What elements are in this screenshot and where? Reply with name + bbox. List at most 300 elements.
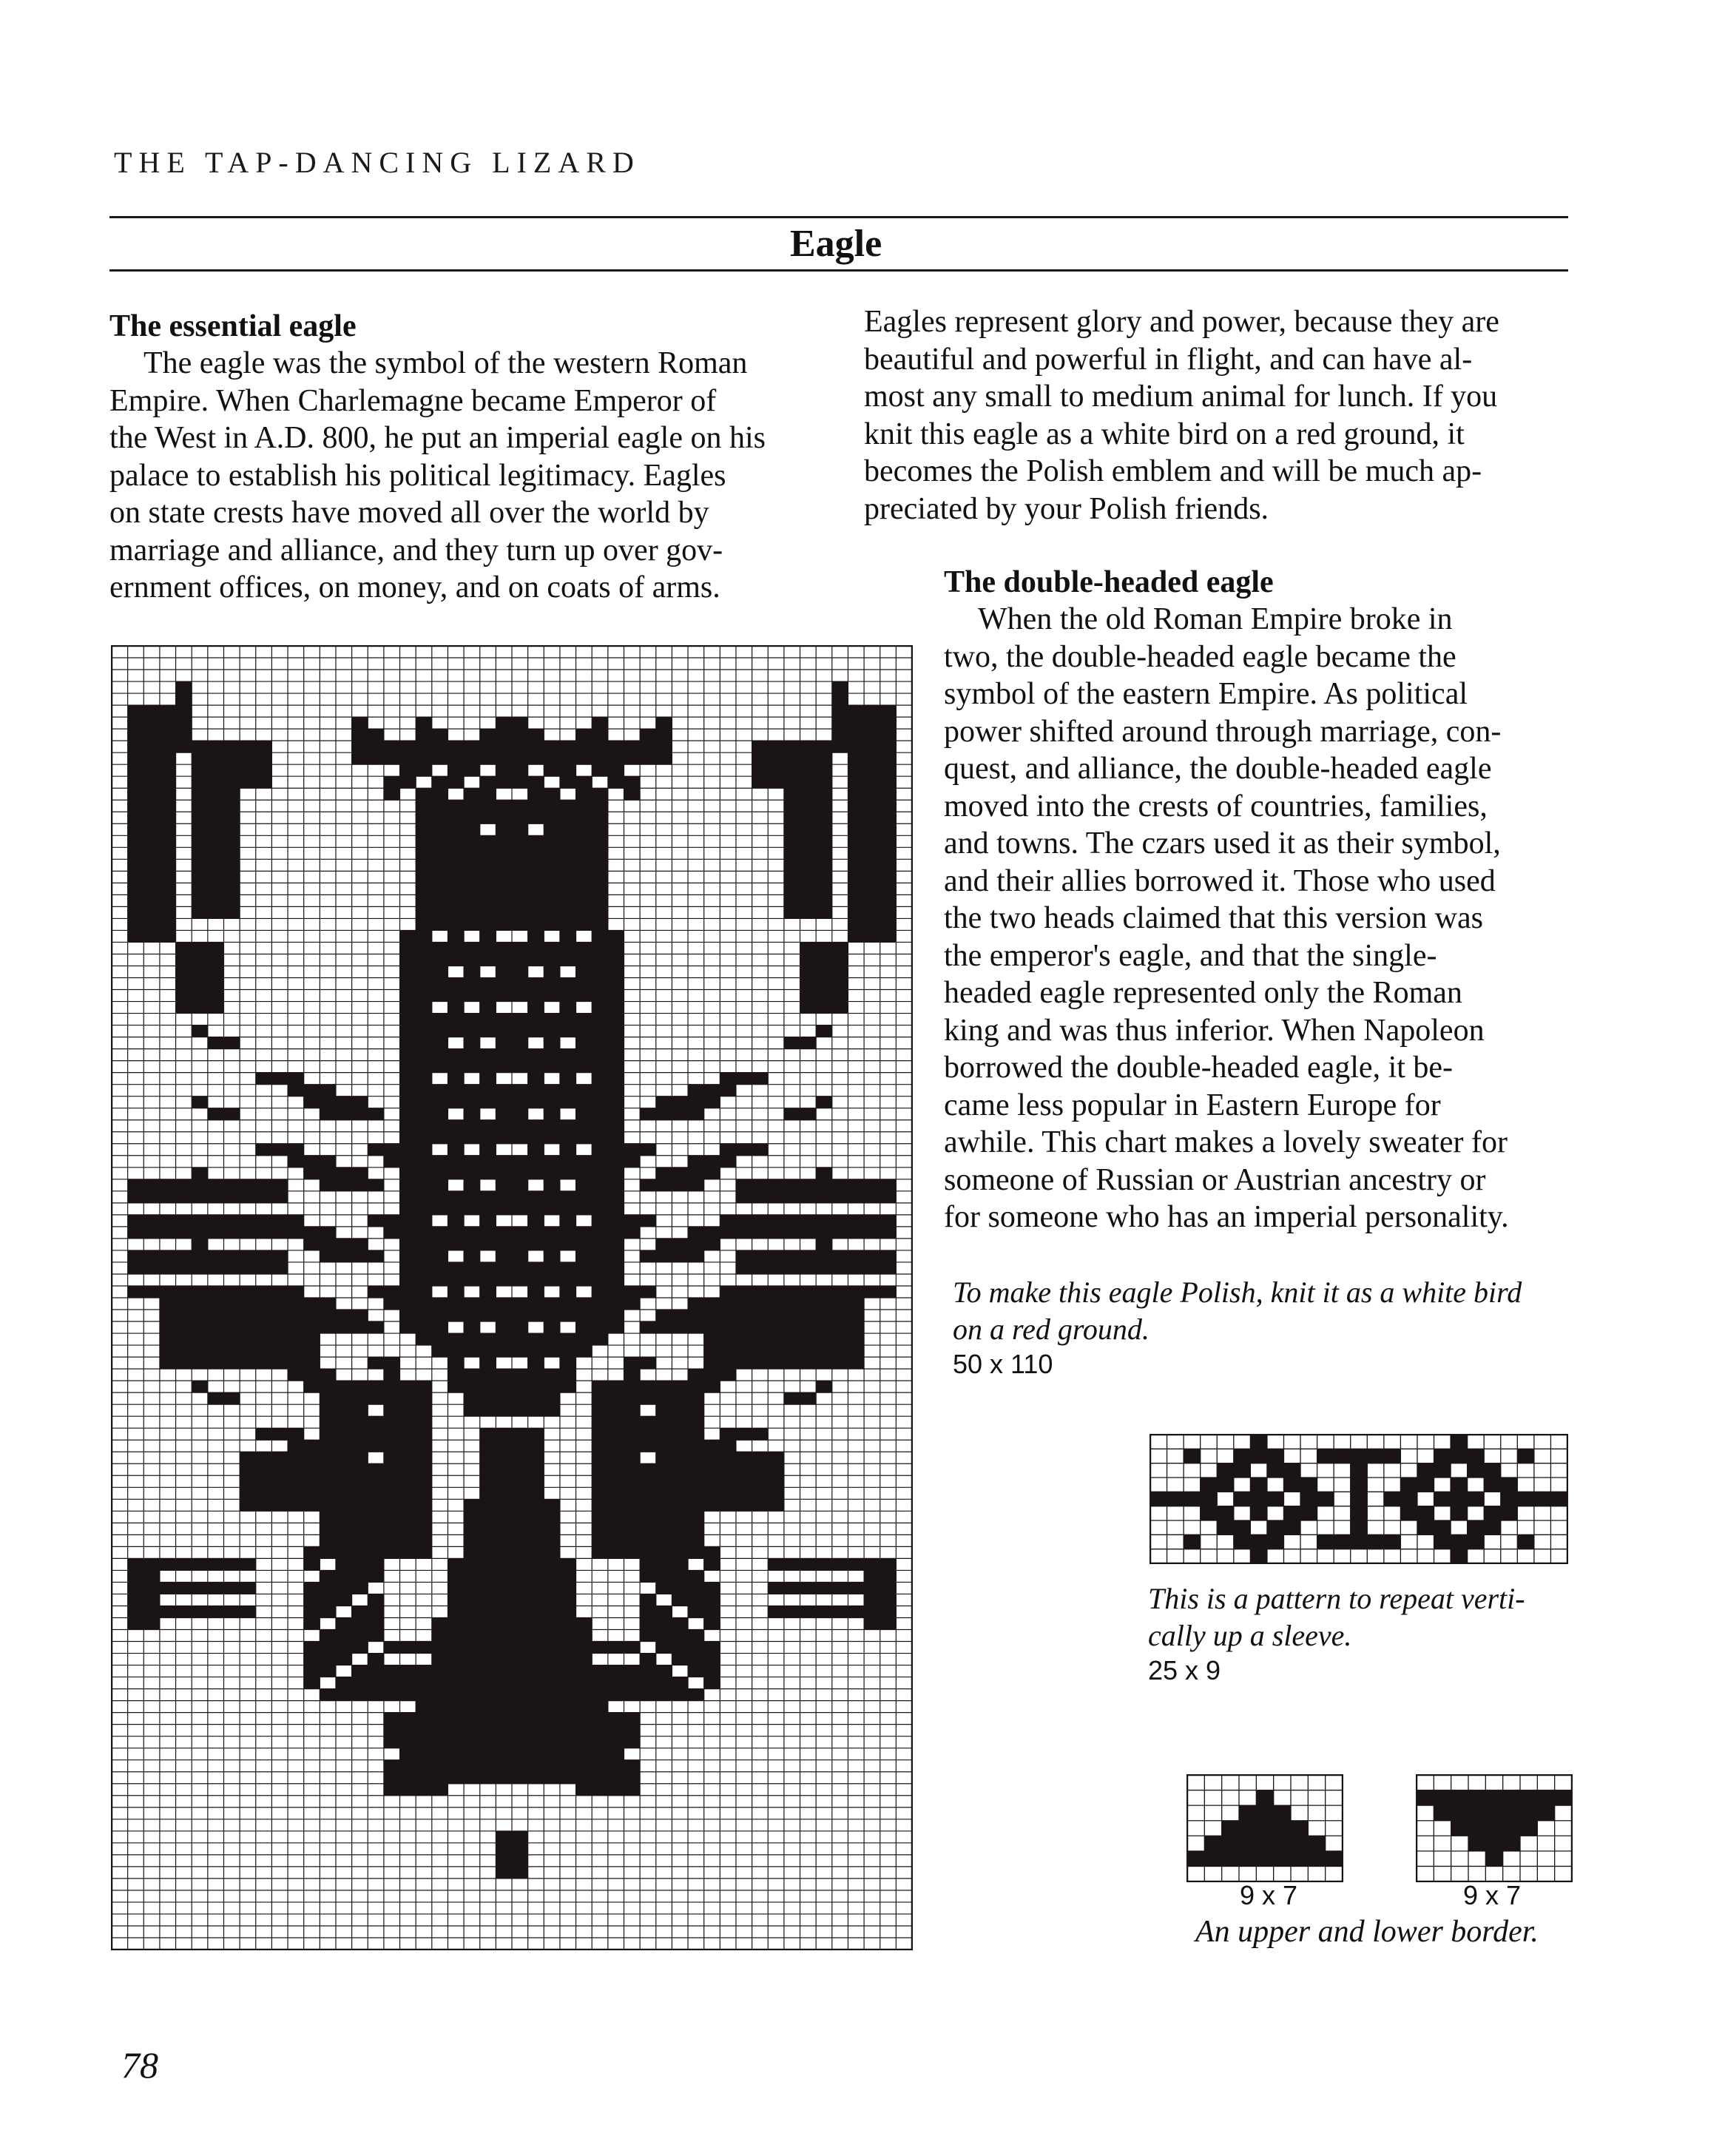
- stitch-cell: [560, 1227, 576, 1239]
- stitch-cell: [800, 776, 817, 788]
- stitch-cell: [544, 1274, 560, 1286]
- stitch-cell: [816, 788, 832, 800]
- stitch-cell: [352, 1310, 368, 1321]
- stitch-cell: [512, 1855, 528, 1867]
- stitch-cell: [560, 1665, 576, 1677]
- stitch-cell: [336, 1511, 352, 1523]
- stitch-cell: [608, 966, 624, 977]
- stitch-cell: [576, 823, 593, 835]
- stitch-cell: [656, 1179, 672, 1191]
- stitch-cell: [320, 1452, 336, 1463]
- stitch-cell: [624, 1642, 640, 1654]
- stitch-cell: [416, 812, 432, 823]
- stitch-cell: [432, 1085, 448, 1096]
- stitch-cell: [480, 1617, 496, 1629]
- stitch-cell: [208, 1582, 224, 1594]
- stitch-cell: [704, 1617, 720, 1629]
- stitch-cell: [432, 1701, 448, 1713]
- stitch-cell: [240, 1215, 256, 1227]
- stitch-cell: [832, 978, 848, 990]
- stitch-cell: [832, 1321, 848, 1333]
- stitch-cell: [560, 1713, 576, 1725]
- stitch-cell: [416, 1085, 432, 1096]
- stitch-cell: [736, 1191, 752, 1203]
- stitch-cell: [336, 1617, 352, 1629]
- stitch-cell: [560, 1630, 576, 1642]
- stitch-cell: [624, 1369, 640, 1381]
- stitch-cell: [528, 1546, 544, 1558]
- stitch-cell: [560, 1357, 576, 1369]
- stitch-cell: [560, 1689, 576, 1701]
- stitch-cell: [240, 1298, 256, 1310]
- stitch-cell: [1451, 1449, 1468, 1463]
- stitch-cell: [160, 1262, 176, 1274]
- stitch-cell: [160, 764, 176, 776]
- stitch-cell: [816, 942, 832, 954]
- stitch-cell: [560, 1677, 576, 1689]
- stitch-cell: [416, 978, 432, 990]
- stitch-cell: [768, 1558, 784, 1570]
- stitch-cell: [544, 1725, 560, 1736]
- stitch-cell: [848, 752, 864, 764]
- stitch-cell: [416, 1677, 432, 1689]
- stitch-cell: [256, 1333, 272, 1345]
- stitch-cell: [160, 788, 176, 800]
- stitch-cell: [480, 1523, 496, 1535]
- stitch-cell: [160, 1606, 176, 1617]
- stitch-cell: [464, 1345, 480, 1357]
- stitch-cell: [271, 1463, 288, 1475]
- stitch-cell: [576, 1333, 593, 1345]
- stitch-cell: [864, 812, 880, 823]
- stitch-cell: [496, 1061, 512, 1073]
- text-line: becomes the Polish emblem and will be much ap-: [864, 454, 1482, 488]
- stitch-cell: [400, 1037, 416, 1049]
- stitch-cell: [592, 835, 608, 847]
- stitch-cell: [560, 1274, 576, 1286]
- stitch-cell: [1434, 1805, 1451, 1821]
- stitch-cell: [1434, 1791, 1451, 1806]
- stitch-cell: [496, 1369, 512, 1381]
- stitch-cell: [1317, 1449, 1334, 1463]
- stitch-cell: [208, 1321, 224, 1333]
- stitch-cell: [448, 823, 464, 835]
- stitch-cell: [336, 1168, 352, 1179]
- stitch-cell: [400, 978, 416, 990]
- stitch-cell: [1451, 1549, 1468, 1564]
- stitch-cell: [848, 1558, 864, 1570]
- stitch-cell: [672, 1570, 688, 1582]
- stitch-cell: [160, 1298, 176, 1310]
- stitch-cell: [464, 1772, 480, 1784]
- stitch-cell: [640, 1416, 656, 1428]
- stitch-cell: [464, 1037, 480, 1049]
- stitch-cell: [496, 978, 512, 990]
- stitch-cell: [816, 847, 832, 859]
- stitch-cell: [608, 1168, 624, 1179]
- stitch-cell: [192, 1381, 208, 1392]
- stitch-cell: [736, 1475, 752, 1487]
- stitch-cell: [560, 776, 576, 788]
- stitch-cell: [352, 1499, 368, 1511]
- stitch-cell: [208, 871, 224, 883]
- stitch-cell: [496, 1570, 512, 1582]
- stitch-cell: [560, 942, 576, 954]
- stitch-cell: [1234, 1520, 1251, 1535]
- stitch-cell: [624, 1404, 640, 1416]
- stitch-cell: [704, 1546, 720, 1558]
- stitch-cell: [576, 1654, 593, 1665]
- stitch-cell: [672, 1428, 688, 1440]
- stitch-cell: [416, 1132, 432, 1144]
- stitch-cell: [1503, 1791, 1521, 1806]
- stitch-cell: [512, 1630, 528, 1642]
- stitch-cell: [848, 1606, 864, 1617]
- stitch-cell: [160, 752, 176, 764]
- stitch-cell: [512, 1570, 528, 1582]
- stitch-cell: [1468, 1836, 1486, 1851]
- stitch-cell: [816, 823, 832, 835]
- stitch-cell: [288, 1475, 304, 1487]
- stitch-cell: [448, 1168, 464, 1179]
- stitch-cell: [208, 859, 224, 871]
- stitch-cell: [512, 1381, 528, 1392]
- stitch-cell: [848, 918, 864, 930]
- stitch-cell: [608, 1381, 624, 1392]
- stitch-cell: [800, 966, 817, 977]
- stitch-cell: [848, 871, 864, 883]
- stitch-cell: [144, 1617, 160, 1629]
- stitch-cell: [1274, 1821, 1292, 1836]
- stitch-cell: [576, 1298, 593, 1310]
- stitch-cell: [448, 1096, 464, 1108]
- stitch-cell: [688, 1594, 704, 1606]
- stitch-cell: [223, 1310, 240, 1321]
- stitch-cell: [800, 954, 817, 966]
- stitch-cell: [256, 1179, 272, 1191]
- stitch-cell: [128, 717, 144, 729]
- stitch-cell: [256, 1227, 272, 1239]
- stitch-cell: [624, 1452, 640, 1463]
- stitch-cell: [768, 1499, 784, 1511]
- stitch-cell: [432, 1262, 448, 1274]
- stitch-cell: [240, 1357, 256, 1369]
- stitch-cell: [784, 906, 800, 918]
- stitch-cell: [608, 930, 624, 942]
- stitch-cell: [624, 1772, 640, 1784]
- stitch-cell: [352, 1463, 368, 1475]
- stitch-cell: [304, 1345, 320, 1357]
- stitch-cell: [176, 705, 192, 717]
- stitch-cell: [704, 1085, 720, 1096]
- stitch-cell: [176, 1002, 192, 1014]
- stitch-cell: [336, 1558, 352, 1570]
- stitch-cell: [544, 1511, 560, 1523]
- stitch-cell: [800, 1037, 817, 1049]
- stitch-cell: [176, 1321, 192, 1333]
- stitch-cell: [1451, 1821, 1469, 1836]
- stitch-cell: [496, 859, 512, 871]
- stitch-cell: [496, 1428, 512, 1440]
- stitch-cell: [464, 1120, 480, 1132]
- stitch-cell: [800, 1392, 817, 1404]
- stitch-cell: [400, 1535, 416, 1546]
- stitch-cell: [208, 752, 224, 764]
- stitch-cell: [160, 705, 176, 717]
- stitch-cell: [464, 918, 480, 930]
- stitch-cell: [560, 1369, 576, 1381]
- stitch-cell: [800, 1310, 817, 1321]
- stitch-cell: [528, 1535, 544, 1546]
- stitch-cell: [352, 1677, 368, 1689]
- stitch-cell: [176, 1298, 192, 1310]
- stitch-cell: [608, 1713, 624, 1725]
- stitch-cell: [223, 1215, 240, 1227]
- stitch-cell: [704, 1594, 720, 1606]
- stitch-cell: [544, 895, 560, 906]
- stitch-cell: [464, 1594, 480, 1606]
- stitch-cell: [176, 1215, 192, 1227]
- stitch-cell: [480, 1594, 496, 1606]
- stitch-cell: [480, 1736, 496, 1748]
- text-line: Eagles represent glory and power, because they are: [864, 305, 1499, 339]
- stitch-cell: [416, 1546, 432, 1558]
- stitch-cell: [480, 835, 496, 847]
- stitch-cell: [384, 1463, 400, 1475]
- stitch-cell: [320, 1179, 336, 1191]
- stitch-cell: [144, 1594, 160, 1606]
- stitch-cell: [304, 1487, 320, 1499]
- stitch-cell: [464, 990, 480, 1002]
- stitch-cell: [512, 1168, 528, 1179]
- stitch-cell: [592, 1168, 608, 1179]
- stitch-cell: [288, 1310, 304, 1321]
- stitch-cell: [544, 1250, 560, 1262]
- stitch-cell: [384, 1357, 400, 1369]
- stitch-cell: [528, 1073, 544, 1085]
- stitch-cell: [688, 1546, 704, 1558]
- stitch-cell: [768, 1298, 784, 1310]
- text-line: two, the double-headed eagle became the: [944, 639, 1456, 674]
- stitch-cell: [880, 835, 897, 847]
- stitch-cell: [608, 1049, 624, 1061]
- stitch-cell: [496, 918, 512, 930]
- stitch-cell: [832, 1357, 848, 1369]
- stitch-cell: [560, 1156, 576, 1168]
- stitch-cell: [640, 1463, 656, 1475]
- stitch-cell: [480, 1310, 496, 1321]
- stitch-cell: [448, 1085, 464, 1096]
- stitch-cell: [560, 1286, 576, 1298]
- stitch-cell: [592, 1179, 608, 1191]
- stitch-cell: [832, 966, 848, 977]
- stitch-cell: [1283, 1520, 1300, 1535]
- stitch-cell: [400, 1416, 416, 1428]
- stitch-cell: [864, 717, 880, 729]
- stitch-cell: [544, 966, 560, 977]
- stitch-cell: [544, 1262, 560, 1274]
- stitch-cell: [1468, 1805, 1486, 1821]
- stitch-cell: [864, 729, 880, 741]
- stitch-cell: [384, 1440, 400, 1452]
- stitch-cell: [832, 693, 848, 705]
- stitch-cell: [223, 1262, 240, 1274]
- stitch-cell: [384, 1404, 400, 1416]
- stitch-cell: [192, 1345, 208, 1357]
- stitch-cell: [128, 776, 144, 788]
- stitch-cell: [736, 1298, 752, 1310]
- stitch-cell: [576, 1274, 593, 1286]
- stitch-cell: [480, 1760, 496, 1772]
- stitch-cell: [592, 1772, 608, 1784]
- stitch-cell: [223, 906, 240, 918]
- stitch-cell: [464, 823, 480, 835]
- stitch-cell: [512, 1760, 528, 1772]
- stitch-cell: [448, 1061, 464, 1073]
- stitch-cell: [848, 1227, 864, 1239]
- stitch-cell: [576, 1061, 593, 1073]
- stitch-cell: [816, 1298, 832, 1310]
- stitch-cell: [400, 1085, 416, 1096]
- stitch-cell: [192, 954, 208, 966]
- stitch-cell: [656, 1617, 672, 1629]
- stitch-cell: [384, 1227, 400, 1239]
- stitch-cell: [1400, 1478, 1417, 1492]
- stitch-cell: [160, 812, 176, 823]
- stitch-cell: [320, 1487, 336, 1499]
- stitch-cell: [688, 1452, 704, 1463]
- stitch-cell: [368, 1416, 384, 1428]
- stitch-cell: [608, 1511, 624, 1523]
- stitch-cell: [736, 1357, 752, 1369]
- stitch-cell: [560, 1748, 576, 1760]
- stitch-cell: [672, 1416, 688, 1428]
- stitch-cell: [576, 1736, 593, 1748]
- stitch-cell: [336, 1452, 352, 1463]
- stitch-cell: [784, 847, 800, 859]
- stitch-cell: [752, 1475, 769, 1487]
- stitch-cell: [464, 1535, 480, 1546]
- stitch-cell: [400, 1203, 416, 1215]
- stitch-cell: [528, 1558, 544, 1570]
- stitch-cell: [496, 1701, 512, 1713]
- stitch-cell: [784, 800, 800, 812]
- stitch-cell: [448, 1310, 464, 1321]
- stitch-cell: [320, 1168, 336, 1179]
- stitch-cell: [480, 1286, 496, 1298]
- stitch-cell: [400, 1108, 416, 1120]
- stitch-cell: [784, 1108, 800, 1120]
- stitch-cell: [656, 1452, 672, 1463]
- stitch-cell: [400, 1239, 416, 1250]
- stitch-cell: [848, 1286, 864, 1298]
- title-rule: [109, 269, 1568, 272]
- stitch-cell: [1484, 1520, 1501, 1535]
- stitch-cell: [784, 859, 800, 871]
- stitch-cell: [400, 1179, 416, 1191]
- stitch-cell: [576, 883, 593, 895]
- stitch-cell: [512, 1594, 528, 1606]
- stitch-cell: [720, 1475, 736, 1487]
- stitch-cell: [592, 1333, 608, 1345]
- stitch-cell: [304, 1227, 320, 1239]
- stitch-cell: [448, 1345, 464, 1357]
- stitch-cell: [416, 1262, 432, 1274]
- stitch-cell: [304, 1357, 320, 1369]
- stitch-cell: [720, 1156, 736, 1168]
- stitch-cell: [464, 1748, 480, 1760]
- stitch-cell: [784, 895, 800, 906]
- stitch-cell: [592, 1546, 608, 1558]
- stitch-cell: [752, 764, 769, 776]
- stitch-cell: [384, 1452, 400, 1463]
- stitch-cell: [736, 1345, 752, 1357]
- stitch-cell: [736, 1250, 752, 1262]
- text-line: the emperor's eagle, and that the single-: [944, 938, 1437, 973]
- stitch-cell: [432, 906, 448, 918]
- stitch-cell: [448, 978, 464, 990]
- stitch-cell: [624, 1286, 640, 1298]
- stitch-cell: [256, 764, 272, 776]
- stitch-cell: [496, 823, 512, 835]
- stitch-cell: [256, 1499, 272, 1511]
- stitch-cell: [1308, 1851, 1326, 1867]
- stitch-cell: [512, 883, 528, 895]
- stitch-cell: [352, 1392, 368, 1404]
- stitch-cell: [576, 835, 593, 847]
- stitch-cell: [416, 1463, 432, 1475]
- stitch-cell: [384, 1535, 400, 1546]
- stitch-cell: [688, 1642, 704, 1654]
- stitch-cell: [784, 1227, 800, 1239]
- stitch-cell: [336, 1463, 352, 1475]
- stitch-cell: [208, 800, 224, 812]
- stitch-cell: [464, 1014, 480, 1025]
- stitch-cell: [816, 978, 832, 990]
- stitch-cell: [1485, 1836, 1503, 1851]
- stitch-cell: [352, 741, 368, 752]
- stitch-cell: [720, 1440, 736, 1452]
- stitch-cell: [800, 1215, 817, 1227]
- stitch-cell: [240, 1499, 256, 1511]
- stitch-cell: [592, 942, 608, 954]
- stitch-cell: [512, 1654, 528, 1665]
- stitch-cell: [240, 1321, 256, 1333]
- stitch-cell: [480, 1546, 496, 1558]
- stitch-cell: [1267, 1449, 1284, 1463]
- stitch-cell: [223, 752, 240, 764]
- stitch-cell: [432, 1156, 448, 1168]
- stitch-cell: [208, 1250, 224, 1262]
- stitch-cell: [560, 1073, 576, 1085]
- stitch-cell: [400, 1428, 416, 1440]
- stitch-cell: [480, 788, 496, 800]
- stitch-cell: [592, 1428, 608, 1440]
- stitch-cell: [608, 1239, 624, 1250]
- stitch-cell: [848, 930, 864, 942]
- stitch-cell: [576, 1120, 593, 1132]
- stitch-cell: [656, 752, 672, 764]
- stitch-cell: [544, 1642, 560, 1654]
- stitch-cell: [1503, 1836, 1521, 1851]
- stitch-cell: [528, 942, 544, 954]
- stitch-cell: [336, 1642, 352, 1654]
- stitch-cell: [496, 1606, 512, 1617]
- stitch-cell: [208, 942, 224, 954]
- stitch-cell: [416, 1381, 432, 1392]
- stitch-cell: [336, 1689, 352, 1701]
- stitch-cell: [1550, 1492, 1567, 1506]
